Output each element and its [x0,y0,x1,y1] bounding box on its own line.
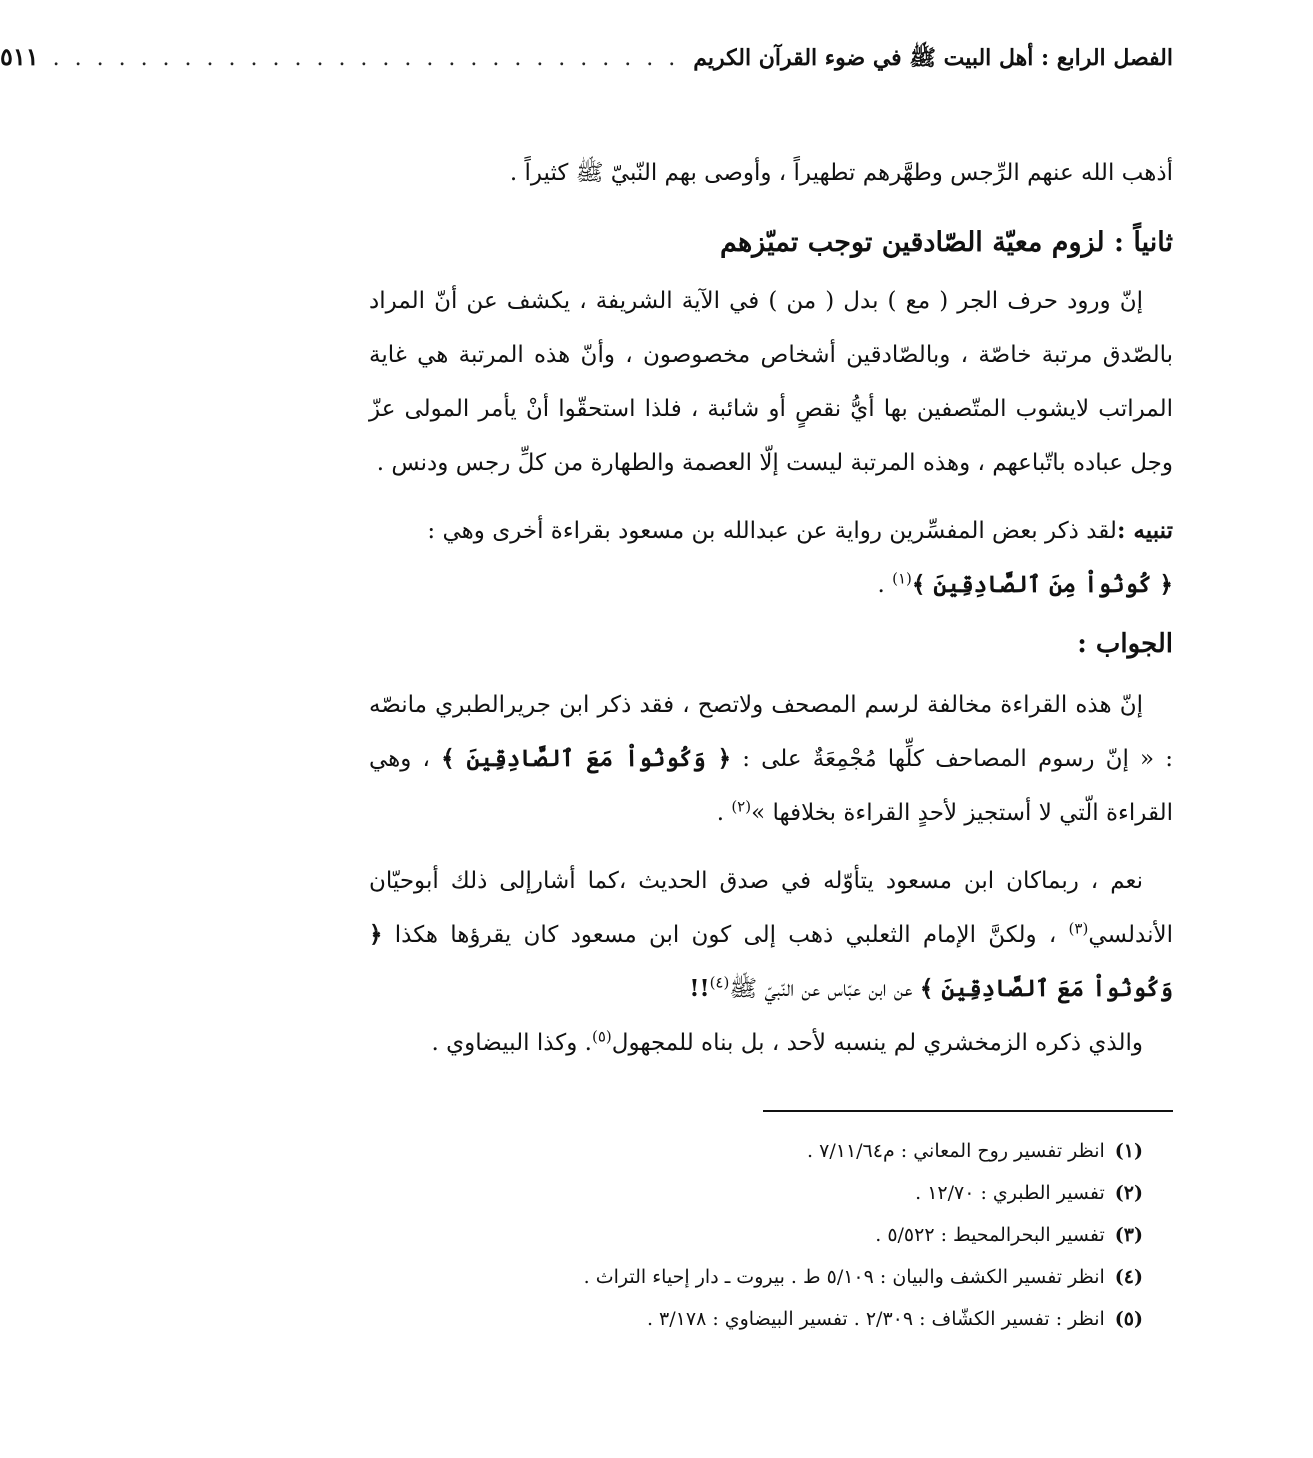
quran-verse: ﴿ وَكُونُواْ مَعَ ٱلصَّادِقِينَ ﴾ [369,921,1173,1002]
footnote-ref[interactable]: (٤) [709,973,730,992]
footnote-item [369,1214,1143,1256]
footnote-item [369,1130,1143,1172]
footnote-item [369,1256,1143,1298]
answer-text-a: إنّ هذه القراءة مخالفة لرسم المصحف ولاتصح ، فقد ذكر ابن جريرالطبري مانصّه : « إنّ رسوم المصاحف كلِّها مُجْمِعَةٌ على : [369,692,1173,772]
running-header [0,42,1173,86]
footnote-text: انظر تفسير روح المعاني : م٧/١١/٦٤ . [807,1140,1105,1162]
footnote-divider [763,1110,1173,1112]
paragraph-zamakhshari [369,1016,1173,1070]
answer-text-b: ، وهي القراءة الّتي لا أستجيز لأحدٍ القراءة بخلافها » [369,746,1173,826]
answer-heading: الجواب : [1077,629,1173,659]
masud-text-c: عن ابن عبّاس عن النّبيّ ﷺ [729,976,920,1002]
quran-verse: ﴿ كُونُواْ مِنَ ٱلصَّادِقِينَ ﴾ [911,571,1173,598]
page-number: ٥١١ [0,42,39,71]
footnote-number: (٢) [1114,1182,1143,1204]
footnote-text: انظر تفسير الكشف والبيان : ٥/١٠٩ ط . بيروت ـ دار إحياء التراث . [583,1266,1105,1288]
zamakhshari-text-a: والذي ذكره الزمخشري لم ينسبه لأحد ، بل بناه للمجهول [611,1030,1143,1056]
paragraph-answer [369,678,1173,840]
masud-text-a: نعم ، ربماكان ابن مسعود يتأوّله في صدق الحديث ،كما أشارإلى ذلك أبوحيّان الأندلسي [369,868,1173,948]
footnote-ref[interactable]: (١) [892,569,912,588]
footnote-item [369,1298,1143,1340]
paragraph-note [369,504,1173,612]
paragraph-intro: أذهب الله عنهم الرِّجس وطهَّرهم تطهيراً ، وأوصى بهم النّبيّ ﷺ كثيراً . [509,160,1173,186]
footnote-text: انظر : تفسير الكشّاف : ٢/٣٠٩ . تفسير البيضاوي : ٣/١٧٨ . [646,1308,1105,1330]
footnote-ref[interactable]: (٣) [1068,919,1089,938]
section-heading: ثانياً : لزوم معيّة الصّادقين توجب تميّزهم [719,227,1173,258]
leader-dots: . . . . . . . . . . . . . . . . . . . . . . . . . . . . . [52,46,680,71]
footnote-number: (٣) [1114,1224,1143,1246]
footnotes-list [369,1130,1173,1340]
paragraph-ibn-masud [369,854,1173,1016]
footnote-text: تفسير الطبري : ١٢/٧٠ . [915,1182,1105,1204]
footnote-ref[interactable]: (٢) [731,797,752,816]
footnote-ref[interactable]: (٥) [591,1027,612,1046]
note-label: تنبيه : [1116,517,1173,544]
masud-end: !! [689,975,710,1002]
footnote-number: (١) [1114,1140,1143,1162]
chapter-title: الفصل الرابع : أهل البيت ﷺ في ضوء القرآن الكريم [693,45,1173,71]
answer-end: . [716,800,732,826]
masud-text-b: ، ولكنَّ الإمام الثعلبي ذهب إلى كون ابن مسعود كان يقرؤها هكذا [382,922,1069,948]
quran-verse: ﴿ وَكُونُواْ مَعَ ٱلصَّادِقِينَ ﴾ [441,745,732,772]
footnote-item [369,1172,1143,1214]
book-page [0,42,1173,1340]
note-text: لقد ذكر بعض المفسِّرين رواية عن عبدالله بن مسعود بقراءة أخرى وهي : [427,518,1117,544]
footnote-text: تفسير البحرالمحيط : ٥/٥٢٢ . [875,1224,1105,1246]
paragraph-section: إنّ ورود حرف الجر ( مع ) بدل ( من ) في الآية الشريفة ، يكشف عن أنّ المراد بالصّدق مرتبة خاصّة ، وبالصّادقين أشخاص مخصوصون ، وأنّ هذه المرتبة هي غاية المراتب لايشوب المتّصفين بها أيُّ نقصٍ أو شائبة ، فلذا استحقّوا أنْ يأمر المولى عزّ وجل عباده باتّباعهم ، وهذه المرتبة ليست إلّا العصمة والطهارة من كلِّ رجس ودنس . [369,288,1173,476]
footnote-number: (٥) [1114,1308,1143,1330]
zamakhshari-text-b: . وكذا البيضاوي . [431,1030,592,1056]
footnote-number: (٤) [1114,1266,1143,1288]
note-end: . [877,572,893,598]
